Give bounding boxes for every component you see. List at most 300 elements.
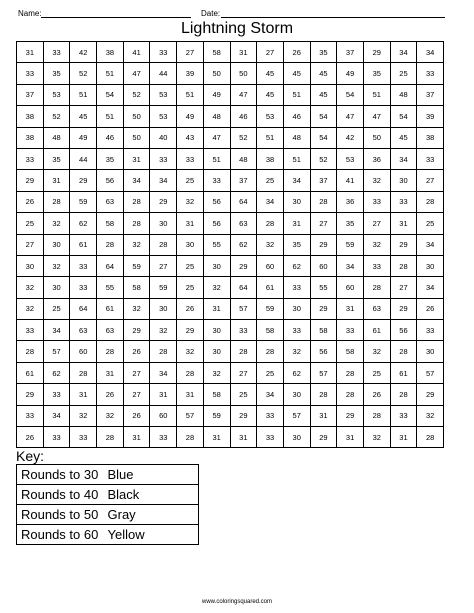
grid-cell[interactable]: 32 xyxy=(70,405,97,426)
grid-cell[interactable]: 51 xyxy=(283,84,310,105)
grid-cell[interactable]: 52 xyxy=(310,148,337,169)
grid-cell[interactable]: 32 xyxy=(123,298,150,319)
grid-cell[interactable]: 34 xyxy=(417,42,444,63)
grid-cell[interactable]: 33 xyxy=(43,42,70,63)
grid-cell[interactable]: 47 xyxy=(337,106,364,127)
grid-cell[interactable]: 27 xyxy=(17,234,44,255)
grid-cell[interactable]: 51 xyxy=(203,148,230,169)
grid-cell[interactable]: 28 xyxy=(417,191,444,212)
grid-cell[interactable]: 28 xyxy=(97,427,124,448)
grid-cell[interactable]: 36 xyxy=(363,148,390,169)
grid-cell[interactable]: 54 xyxy=(310,127,337,148)
grid-cell[interactable]: 45 xyxy=(70,106,97,127)
grid-cell[interactable]: 48 xyxy=(390,84,417,105)
grid-cell[interactable]: 29 xyxy=(390,234,417,255)
grid-cell[interactable]: 25 xyxy=(417,213,444,234)
grid-cell[interactable]: 61 xyxy=(390,362,417,383)
grid-cell[interactable]: 59 xyxy=(123,255,150,276)
grid-cell[interactable]: 34 xyxy=(257,384,284,405)
grid-cell[interactable]: 64 xyxy=(70,298,97,319)
grid-cell[interactable]: 29 xyxy=(230,405,257,426)
grid-cell[interactable]: 34 xyxy=(43,320,70,341)
grid-cell[interactable]: 32 xyxy=(363,170,390,191)
grid-cell[interactable]: 35 xyxy=(97,148,124,169)
grid-cell[interactable]: 58 xyxy=(97,213,124,234)
grid-cell[interactable]: 32 xyxy=(43,213,70,234)
grid-cell[interactable]: 62 xyxy=(70,213,97,234)
grid-cell[interactable]: 29 xyxy=(70,170,97,191)
grid-cell[interactable]: 49 xyxy=(203,84,230,105)
grid-cell[interactable]: 28 xyxy=(97,234,124,255)
grid-cell[interactable]: 25 xyxy=(43,298,70,319)
grid-cell[interactable]: 37 xyxy=(230,170,257,191)
grid-cell[interactable]: 63 xyxy=(97,191,124,212)
grid-cell[interactable]: 33 xyxy=(417,63,444,84)
grid-cell[interactable]: 64 xyxy=(97,255,124,276)
grid-cell[interactable]: 35 xyxy=(283,234,310,255)
grid-cell[interactable]: 29 xyxy=(17,170,44,191)
grid-cell[interactable]: 33 xyxy=(363,255,390,276)
grid-cell[interactable]: 51 xyxy=(177,84,204,105)
grid-cell[interactable]: 53 xyxy=(257,106,284,127)
grid-cell[interactable]: 51 xyxy=(257,127,284,148)
grid-cell[interactable]: 62 xyxy=(230,234,257,255)
grid-cell[interactable]: 27 xyxy=(230,362,257,383)
grid-cell[interactable]: 29 xyxy=(310,427,337,448)
grid-cell[interactable]: 31 xyxy=(97,362,124,383)
grid-cell[interactable]: 30 xyxy=(283,298,310,319)
grid-cell[interactable]: 28 xyxy=(337,384,364,405)
grid-cell[interactable]: 61 xyxy=(97,298,124,319)
grid-cell[interactable]: 32 xyxy=(257,234,284,255)
grid-cell[interactable]: 29 xyxy=(150,191,177,212)
grid-cell[interactable]: 34 xyxy=(390,148,417,169)
grid-cell[interactable]: 33 xyxy=(283,320,310,341)
grid-cell[interactable]: 27 xyxy=(257,42,284,63)
grid-cell[interactable]: 56 xyxy=(310,341,337,362)
grid-cell[interactable]: 31 xyxy=(203,427,230,448)
grid-cell[interactable]: 64 xyxy=(230,191,257,212)
grid-cell[interactable]: 63 xyxy=(70,320,97,341)
grid-cell[interactable]: 44 xyxy=(150,63,177,84)
grid-cell[interactable]: 53 xyxy=(150,106,177,127)
grid-cell[interactable]: 38 xyxy=(17,106,44,127)
grid-cell[interactable]: 40 xyxy=(150,127,177,148)
grid-cell[interactable]: 28 xyxy=(230,341,257,362)
grid-cell[interactable]: 33 xyxy=(417,148,444,169)
grid-cell[interactable]: 33 xyxy=(390,405,417,426)
grid-cell[interactable]: 28 xyxy=(123,191,150,212)
grid-cell[interactable]: 25 xyxy=(257,362,284,383)
grid-cell[interactable]: 33 xyxy=(17,63,44,84)
grid-cell[interactable]: 32 xyxy=(150,320,177,341)
grid-cell[interactable]: 34 xyxy=(43,405,70,426)
grid-cell[interactable]: 30 xyxy=(150,298,177,319)
grid-cell[interactable]: 54 xyxy=(97,84,124,105)
grid-cell[interactable]: 33 xyxy=(150,148,177,169)
grid-cell[interactable]: 52 xyxy=(43,106,70,127)
grid-cell[interactable]: 28 xyxy=(417,427,444,448)
grid-cell[interactable]: 31 xyxy=(43,170,70,191)
grid-cell[interactable]: 50 xyxy=(203,63,230,84)
grid-cell[interactable]: 34 xyxy=(390,42,417,63)
grid-cell[interactable]: 34 xyxy=(417,277,444,298)
grid-cell[interactable]: 39 xyxy=(177,63,204,84)
grid-cell[interactable]: 35 xyxy=(310,42,337,63)
grid-cell[interactable]: 30 xyxy=(203,341,230,362)
grid-cell[interactable]: 60 xyxy=(310,255,337,276)
grid-cell[interactable]: 28 xyxy=(337,362,364,383)
grid-cell[interactable]: 38 xyxy=(257,148,284,169)
grid-cell[interactable]: 30 xyxy=(283,191,310,212)
grid-cell[interactable]: 46 xyxy=(230,106,257,127)
grid-cell[interactable]: 29 xyxy=(417,384,444,405)
grid-cell[interactable]: 33 xyxy=(17,148,44,169)
grid-cell[interactable]: 28 xyxy=(150,341,177,362)
grid-cell[interactable]: 25 xyxy=(257,170,284,191)
grid-cell[interactable]: 27 xyxy=(390,277,417,298)
grid-cell[interactable]: 28 xyxy=(123,213,150,234)
grid-cell[interactable]: 31 xyxy=(177,213,204,234)
grid-cell[interactable]: 28 xyxy=(390,341,417,362)
grid-cell[interactable]: 30 xyxy=(203,320,230,341)
grid-cell[interactable]: 53 xyxy=(337,148,364,169)
grid-cell[interactable]: 49 xyxy=(70,127,97,148)
grid-cell[interactable]: 60 xyxy=(337,277,364,298)
grid-cell[interactable]: 32 xyxy=(283,341,310,362)
grid-cell[interactable]: 30 xyxy=(150,213,177,234)
grid-cell[interactable]: 33 xyxy=(17,320,44,341)
grid-cell[interactable]: 33 xyxy=(70,277,97,298)
grid-cell[interactable]: 32 xyxy=(177,341,204,362)
grid-cell[interactable]: 48 xyxy=(203,106,230,127)
grid-cell[interactable]: 30 xyxy=(203,255,230,276)
grid-cell[interactable]: 39 xyxy=(417,106,444,127)
grid-cell[interactable]: 27 xyxy=(310,213,337,234)
grid-cell[interactable]: 47 xyxy=(363,106,390,127)
grid-cell[interactable]: 56 xyxy=(390,320,417,341)
grid-cell[interactable]: 33 xyxy=(257,427,284,448)
grid-cell[interactable]: 30 xyxy=(417,255,444,276)
grid-cell[interactable]: 47 xyxy=(230,84,257,105)
grid-cell[interactable]: 55 xyxy=(203,234,230,255)
grid-cell[interactable]: 55 xyxy=(310,277,337,298)
grid-cell[interactable]: 33 xyxy=(337,320,364,341)
grid-cell[interactable]: 28 xyxy=(257,341,284,362)
grid-cell[interactable]: 32 xyxy=(363,427,390,448)
grid-cell[interactable]: 28 xyxy=(97,341,124,362)
grid-cell[interactable]: 61 xyxy=(17,362,44,383)
grid-cell[interactable]: 37 xyxy=(417,84,444,105)
grid-cell[interactable]: 30 xyxy=(177,234,204,255)
grid-cell[interactable]: 33 xyxy=(70,427,97,448)
grid-cell[interactable]: 41 xyxy=(123,42,150,63)
grid-cell[interactable]: 51 xyxy=(363,84,390,105)
grid-cell[interactable]: 31 xyxy=(230,42,257,63)
grid-cell[interactable]: 29 xyxy=(310,298,337,319)
grid-cell[interactable]: 49 xyxy=(177,106,204,127)
grid-cell[interactable]: 64 xyxy=(230,277,257,298)
grid-cell[interactable]: 63 xyxy=(363,298,390,319)
grid-cell[interactable]: 60 xyxy=(70,341,97,362)
grid-cell[interactable]: 56 xyxy=(203,213,230,234)
grid-cell[interactable]: 47 xyxy=(203,127,230,148)
grid-cell[interactable]: 58 xyxy=(257,320,284,341)
grid-cell[interactable]: 59 xyxy=(337,234,364,255)
grid-cell[interactable]: 33 xyxy=(203,170,230,191)
grid-cell[interactable]: 25 xyxy=(17,213,44,234)
grid-cell[interactable]: 42 xyxy=(70,42,97,63)
grid-cell[interactable]: 34 xyxy=(337,255,364,276)
grid-cell[interactable]: 30 xyxy=(43,234,70,255)
grid-cell[interactable]: 60 xyxy=(257,255,284,276)
grid-cell[interactable]: 48 xyxy=(43,127,70,148)
grid-cell[interactable]: 54 xyxy=(390,106,417,127)
grid-cell[interactable]: 31 xyxy=(17,42,44,63)
grid-cell[interactable]: 25 xyxy=(177,255,204,276)
grid-cell[interactable]: 26 xyxy=(17,427,44,448)
grid-cell[interactable]: 58 xyxy=(337,341,364,362)
grid-cell[interactable]: 31 xyxy=(283,213,310,234)
grid-cell[interactable]: 52 xyxy=(70,63,97,84)
grid-cell[interactable]: 28 xyxy=(43,191,70,212)
grid-cell[interactable]: 33 xyxy=(150,42,177,63)
grid-cell[interactable]: 30 xyxy=(283,384,310,405)
grid-cell[interactable]: 32 xyxy=(43,255,70,276)
grid-cell[interactable]: 45 xyxy=(257,63,284,84)
grid-cell[interactable]: 54 xyxy=(337,84,364,105)
grid-cell[interactable]: 58 xyxy=(123,277,150,298)
grid-cell[interactable]: 56 xyxy=(203,191,230,212)
grid-cell[interactable]: 44 xyxy=(70,148,97,169)
grid-cell[interactable]: 32 xyxy=(177,191,204,212)
grid-cell[interactable]: 29 xyxy=(390,298,417,319)
grid-cell[interactable]: 33 xyxy=(363,191,390,212)
grid-cell[interactable]: 32 xyxy=(17,298,44,319)
grid-cell[interactable]: 28 xyxy=(177,362,204,383)
grid-cell[interactable]: 62 xyxy=(43,362,70,383)
grid-cell[interactable]: 54 xyxy=(310,106,337,127)
grid-cell[interactable]: 34 xyxy=(150,362,177,383)
grid-cell[interactable]: 61 xyxy=(363,320,390,341)
grid-cell[interactable]: 38 xyxy=(17,127,44,148)
grid-cell[interactable]: 26 xyxy=(177,298,204,319)
grid-cell[interactable]: 57 xyxy=(177,405,204,426)
grid-cell[interactable]: 26 xyxy=(283,42,310,63)
grid-cell[interactable]: 56 xyxy=(97,170,124,191)
grid-cell[interactable]: 25 xyxy=(177,170,204,191)
grid-cell[interactable]: 31 xyxy=(177,384,204,405)
grid-cell[interactable]: 32 xyxy=(123,234,150,255)
grid-cell[interactable]: 33 xyxy=(70,255,97,276)
grid-cell[interactable]: 28 xyxy=(17,341,44,362)
grid-cell[interactable]: 31 xyxy=(337,298,364,319)
grid-cell[interactable]: 25 xyxy=(230,384,257,405)
grid-cell[interactable]: 33 xyxy=(257,405,284,426)
grid-cell[interactable]: 28 xyxy=(70,362,97,383)
grid-cell[interactable]: 59 xyxy=(257,298,284,319)
grid-cell[interactable]: 34 xyxy=(283,170,310,191)
grid-cell[interactable]: 50 xyxy=(363,127,390,148)
grid-cell[interactable]: 58 xyxy=(203,384,230,405)
grid-cell[interactable]: 43 xyxy=(177,127,204,148)
grid-cell[interactable]: 25 xyxy=(363,362,390,383)
grid-cell[interactable]: 59 xyxy=(203,405,230,426)
grid-cell[interactable]: 31 xyxy=(230,427,257,448)
grid-cell[interactable]: 35 xyxy=(43,148,70,169)
grid-cell[interactable]: 57 xyxy=(230,298,257,319)
grid-cell[interactable]: 58 xyxy=(310,320,337,341)
grid-cell[interactable]: 28 xyxy=(390,255,417,276)
grid-cell[interactable]: 50 xyxy=(123,106,150,127)
grid-cell[interactable]: 29 xyxy=(363,42,390,63)
grid-cell[interactable]: 51 xyxy=(97,106,124,127)
grid-cell[interactable]: 45 xyxy=(283,63,310,84)
grid-cell[interactable]: 31 xyxy=(390,427,417,448)
grid-cell[interactable]: 50 xyxy=(230,63,257,84)
grid-cell[interactable]: 57 xyxy=(283,405,310,426)
grid-cell[interactable]: 37 xyxy=(17,84,44,105)
grid-cell[interactable]: 62 xyxy=(283,255,310,276)
grid-cell[interactable]: 33 xyxy=(43,384,70,405)
grid-cell[interactable]: 31 xyxy=(70,384,97,405)
grid-cell[interactable]: 28 xyxy=(310,191,337,212)
grid-cell[interactable]: 27 xyxy=(150,255,177,276)
grid-cell[interactable]: 29 xyxy=(17,384,44,405)
grid-cell[interactable]: 48 xyxy=(283,127,310,148)
grid-cell[interactable]: 28 xyxy=(150,234,177,255)
grid-cell[interactable]: 33 xyxy=(230,320,257,341)
grid-cell[interactable]: 27 xyxy=(417,170,444,191)
grid-cell[interactable]: 31 xyxy=(150,384,177,405)
grid-cell[interactable]: 27 xyxy=(177,42,204,63)
grid-cell[interactable]: 61 xyxy=(70,234,97,255)
grid-cell[interactable]: 51 xyxy=(283,148,310,169)
grid-cell[interactable]: 33 xyxy=(150,427,177,448)
grid-cell[interactable]: 38 xyxy=(417,127,444,148)
grid-cell[interactable]: 58 xyxy=(203,42,230,63)
grid-cell[interactable]: 42 xyxy=(337,127,364,148)
grid-cell[interactable]: 32 xyxy=(97,405,124,426)
grid-cell[interactable]: 32 xyxy=(203,277,230,298)
grid-cell[interactable]: 33 xyxy=(43,427,70,448)
grid-cell[interactable]: 46 xyxy=(97,127,124,148)
grid-cell[interactable]: 29 xyxy=(310,234,337,255)
grid-cell[interactable]: 59 xyxy=(70,191,97,212)
grid-cell[interactable]: 57 xyxy=(417,362,444,383)
grid-cell[interactable]: 28 xyxy=(363,405,390,426)
grid-cell[interactable]: 53 xyxy=(43,84,70,105)
grid-cell[interactable]: 30 xyxy=(417,341,444,362)
grid-cell[interactable]: 27 xyxy=(123,362,150,383)
grid-cell[interactable]: 37 xyxy=(337,42,364,63)
grid-cell[interactable]: 33 xyxy=(417,320,444,341)
grid-cell[interactable]: 31 xyxy=(337,427,364,448)
grid-cell[interactable]: 26 xyxy=(123,341,150,362)
grid-cell[interactable]: 32 xyxy=(17,277,44,298)
grid-cell[interactable]: 33 xyxy=(17,405,44,426)
grid-cell[interactable]: 53 xyxy=(150,84,177,105)
grid-cell[interactable]: 26 xyxy=(123,405,150,426)
grid-cell[interactable]: 30 xyxy=(390,170,417,191)
grid-cell[interactable]: 62 xyxy=(283,362,310,383)
grid-cell[interactable]: 47 xyxy=(123,63,150,84)
grid-cell[interactable]: 63 xyxy=(97,320,124,341)
grid-cell[interactable]: 27 xyxy=(123,384,150,405)
grid-cell[interactable]: 33 xyxy=(177,148,204,169)
grid-cell[interactable]: 26 xyxy=(417,298,444,319)
grid-cell[interactable]: 29 xyxy=(123,320,150,341)
grid-cell[interactable]: 51 xyxy=(70,84,97,105)
grid-cell[interactable]: 31 xyxy=(123,148,150,169)
grid-cell[interactable]: 35 xyxy=(363,63,390,84)
grid-cell[interactable]: 31 xyxy=(203,298,230,319)
grid-cell[interactable]: 32 xyxy=(203,362,230,383)
grid-cell[interactable]: 32 xyxy=(417,405,444,426)
grid-cell[interactable]: 49 xyxy=(337,63,364,84)
grid-cell[interactable]: 33 xyxy=(283,277,310,298)
grid-cell[interactable]: 37 xyxy=(310,170,337,191)
grid-cell[interactable]: 59 xyxy=(150,277,177,298)
grid-cell[interactable]: 63 xyxy=(230,213,257,234)
grid-cell[interactable]: 26 xyxy=(97,384,124,405)
grid-cell[interactable]: 33 xyxy=(390,191,417,212)
grid-cell[interactable]: 34 xyxy=(123,170,150,191)
grid-cell[interactable]: 26 xyxy=(17,191,44,212)
grid-cell[interactable]: 34 xyxy=(150,170,177,191)
grid-cell[interactable]: 25 xyxy=(390,63,417,84)
grid-cell[interactable]: 31 xyxy=(123,427,150,448)
grid-cell[interactable]: 46 xyxy=(283,106,310,127)
grid-cell[interactable]: 45 xyxy=(257,84,284,105)
grid-cell[interactable]: 29 xyxy=(337,405,364,426)
grid-cell[interactable]: 31 xyxy=(390,213,417,234)
grid-cell[interactable]: 34 xyxy=(257,191,284,212)
grid-cell[interactable]: 30 xyxy=(17,255,44,276)
grid-cell[interactable]: 32 xyxy=(363,341,390,362)
grid-cell[interactable]: 34 xyxy=(417,234,444,255)
grid-cell[interactable]: 35 xyxy=(337,213,364,234)
grid-cell[interactable]: 36 xyxy=(337,191,364,212)
grid-cell[interactable]: 52 xyxy=(230,127,257,148)
grid-cell[interactable]: 26 xyxy=(363,384,390,405)
grid-cell[interactable]: 25 xyxy=(177,277,204,298)
grid-cell[interactable]: 45 xyxy=(310,84,337,105)
grid-cell[interactable]: 28 xyxy=(390,384,417,405)
grid-cell[interactable]: 27 xyxy=(363,213,390,234)
grid-cell[interactable]: 32 xyxy=(363,234,390,255)
grid-cell[interactable]: 57 xyxy=(310,362,337,383)
grid-cell[interactable]: 28 xyxy=(177,427,204,448)
grid-cell[interactable]: 28 xyxy=(363,277,390,298)
grid-cell[interactable]: 60 xyxy=(150,405,177,426)
grid-cell[interactable]: 45 xyxy=(310,63,337,84)
grid-cell[interactable]: 55 xyxy=(97,277,124,298)
grid-cell[interactable]: 29 xyxy=(230,255,257,276)
grid-cell[interactable]: 45 xyxy=(390,127,417,148)
grid-cell[interactable]: 48 xyxy=(230,148,257,169)
grid-cell[interactable]: 29 xyxy=(177,320,204,341)
grid-cell[interactable]: 30 xyxy=(43,277,70,298)
grid-cell[interactable]: 30 xyxy=(283,427,310,448)
grid-cell[interactable]: 38 xyxy=(97,42,124,63)
grid-cell[interactable]: 28 xyxy=(310,384,337,405)
grid-cell[interactable]: 52 xyxy=(123,84,150,105)
grid-cell[interactable]: 35 xyxy=(43,63,70,84)
grid-cell[interactable]: 31 xyxy=(310,405,337,426)
grid-cell[interactable]: 28 xyxy=(257,213,284,234)
grid-cell[interactable]: 61 xyxy=(257,277,284,298)
